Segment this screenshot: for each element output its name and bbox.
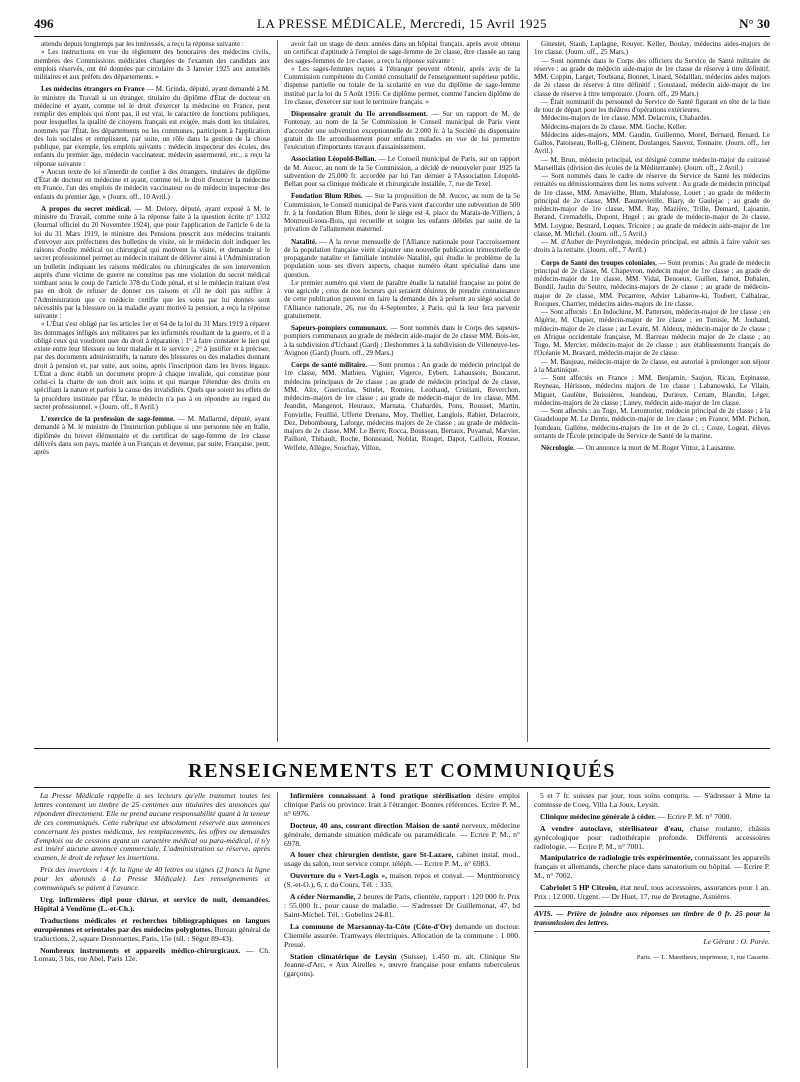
news-heading: Natalité. <box>291 237 317 246</box>
news-columns <box>34 40 770 742</box>
news-paragraph <box>284 65 520 106</box>
ad-text: nerveux, médecine générale, demande situation médicale ou paramédicale. — Ecrire P. M., n° 6978. <box>284 820 520 848</box>
classified-intro: La Presse Médicale rappelle à ses lecteurs qu'elle transmet toutes les lettres contenant un timbre de 25 centimes aux titulaires des annonces qui répondent directement. Elle ne prend aucune responsabilité quant à la teneur de ces communiqués. Cette rubrique est absolument réservée aux annonces concernant les postes médicaux, les remplacements, les offres ou demandes d'emplois ou de cessions ayant un caractère médical ou para-médical, il n'y est inséré aucune annonce commerciale. L'administration se réserve, après examen, le droit de refuser les insertions. <box>34 792 270 863</box>
news-text: — On annonce la mort de M. Roger Vittoz, à Lausanne. <box>574 444 736 452</box>
classified-ad <box>534 825 770 852</box>
news-text: « Aucun texte de loi n'interdit de confier à des étrangers, titulaires de diplôme d'État de docteur en médecine et ayant, comme tel, le droit d'exercer la médecine en France, l'un des emplois de médecin vaccinateur ou de médecin inspecteur des enfants du premier âge. » (Journ. off., 10 Avril.) <box>34 167 270 201</box>
news-text: — M. Baujeau, médecin-major de 2e classe, est autorisé à prolonger son séjour à la Martinique. <box>534 357 770 374</box>
news-heading: L'exercice de la profession de sage-femme. <box>41 415 175 423</box>
news-text: — Sont affectés : En Indochine, M. Patterson, médecin-major de 1re classe ; en Algérie, M. Clapier, médecin-major de 1re classe ; en Tunisie, M. Jouhand, médecin-major de 2e classe ; au Levant, M. Aldeux, médecin-major de 2e classe ; en Afrique occidentale française, M. Barreau médecin major de 2e classe ; au Togo, M. Mercier, médecin-major de 2e classe ; aux établissements français de l'Océanie M. Bravard, médecin-major de 2e classe. <box>534 308 770 358</box>
news-paragraph <box>284 192 520 233</box>
classified-ad <box>534 884 770 902</box>
news-text: Le premier numéro qui vient de paraître étudie la natalité française au point de vue agricole ; ceux de nos lecteurs qui seraient désireux de prendre connaissance de cette publication peuvent en faire la demande dès à présent au siège social de l'Alliance nationale, 26, rue du 4-Septembre, à Paris, qui la leur fera parvenir gratuitement. <box>284 278 520 320</box>
classified-columns <box>34 792 770 1068</box>
news-paragraph <box>534 114 770 122</box>
news-text: — A la revue mensuelle de l'Alliance nationale pour l'accroissement de la population française vient s'ajouter une nouvelle publication trimestrielle de propagande natalite et familiale intitulée Natalité, qui étudie le problème de la population sous ses divers aspects, chaque numéro étant spécialisé dans une question. <box>284 237 520 279</box>
classified-ad <box>284 923 520 950</box>
section-banner: RENSEIGNEMENTS ET COMMUNIQUÉS <box>188 760 616 782</box>
avis-notice: AVIS. — Prière de joindre aux réponses un timbre de 0 fr. 25 pour la transmission des lettres. <box>534 906 770 932</box>
news-text: — Était nominatif du personnel du Service de Santé figurant en tête de la liste de tour de départ pour les théâtres d'opérations extérieures. <box>534 97 770 114</box>
ad-lead: Urg. infirmières dipl pour chirur. et service de nuit, demandées. Hôpital à Vendôme (L.-et-Ch.). <box>34 894 270 913</box>
classified-ad <box>534 792 770 810</box>
ad-lead: Clinique médecine générale à céder. <box>540 811 656 821</box>
news-paragraph <box>284 110 520 151</box>
news-paragraph <box>534 172 770 238</box>
news-text: avoir fait un stage de deux années dans un hôpital français, après avoir obtenu un certificat d'aptitude à l'emploi de sage-femme de 2e classe, être classée au rang des sages-femmes de 1re classe, a reçu la réponse suivante : <box>284 40 520 65</box>
ad-lead: Traductions médicales et recherches bibliographiques en langues européennes et orientales par des médecins polyglottes. <box>34 915 270 934</box>
news-text: — Sont affectés : au Togo, M. Letonturier, médecin principal de 2e classe ; à la Guadeloupe M. Le Dentu, médecin-major de 1re classe ; en France, MM. Pichon, Jeandeau, Gallène, médecins-majors de 1re et de 2e cl. ; Coste, Logeat, élèves sortants de l'École principale du Service de Santé de la marine. <box>534 407 770 440</box>
news-text: Ginestet, Staub, Laplagne, Rouyer, Keller, Boulay, médecins aides-majors de 1re classe. (Journ. off., 25 Mars.) <box>534 40 770 57</box>
news-paragraph <box>284 279 520 320</box>
news-heading: Fondation Blum Ribes. <box>291 192 363 201</box>
news-paragraph <box>534 259 770 309</box>
ad-text: demande un docteur. Clientèle assurée. Tramways électriques. Allocation de la commune : 1 000. Pressé. <box>284 921 520 949</box>
ad-text: chaise roulante, châssis gynécologique pour radiothérapie profonde. Différents accessoires radiologie. — Ecrire P. M., n° 7001. <box>534 823 770 851</box>
classified-ad <box>534 854 770 881</box>
news-paragraph <box>534 57 770 98</box>
column-3 <box>534 40 770 742</box>
news-text: — M. d'Auber de Peyrelongue, médecin principal, est admis à faire valoir ses droits à la retraite. (Journ. off., 7 Avril.) <box>534 238 770 255</box>
section-rule <box>34 787 770 788</box>
news-paragraph <box>534 40 770 57</box>
news-paragraph <box>34 48 270 81</box>
news-text: — Sont promus : Au grade de médecin principal de 2e classe, M. Chapeyron, médecin major de 1re classe ; au grade de médecin-major de 1re classe, MM. Vidal, Denoeux, Guillen, Jamot, Dubalen, Bondil, Jaulin du Seutre, médecins-majors de 2e classe ; au grade de médecin-major de 2e classe, MM. Pecarrere, Advier Labarow-ki, Toubert, Calbairac, Rocques, Charrier, médecins aides-majors de 1re classe. <box>534 258 770 308</box>
column-rule <box>277 792 278 1068</box>
classified-ad <box>34 896 270 914</box>
classified-ad <box>284 953 520 980</box>
news-text: attendu depuis longtemps par les intéressés, a reçu la réponse suivante : <box>41 40 244 48</box>
news-paragraph <box>34 415 270 456</box>
news-paragraph <box>34 40 270 48</box>
news-paragraph <box>534 407 770 440</box>
ad-lead: Docteur, 40 ans, courant direction Maison de santé <box>290 820 460 830</box>
ad-lead: Station climatérique de Leysin <box>290 951 397 961</box>
news-text: — Sont affectés en France : MM. Benjamin, Saujon, Ricau, Espinasse, Reyneau, Hérisson, médecins majors de 1re classe ; Labanowski, Le Vilain, Miguet, Gaulène, Buissières, Jeandeau, Durieux, Certam, Blandin, Léger, médecins-majors de 2e classe ; Laney, médecin aide-major de 1re classe. <box>534 374 770 407</box>
issue-number: N° 30 <box>739 16 770 31</box>
classified-ad <box>284 851 520 869</box>
news-paragraph <box>534 444 770 452</box>
classified-column-3 <box>534 792 770 1068</box>
ad-lead: Cabriolet 5 HP Citroën, <box>540 883 618 893</box>
ad-text: état neuf, tous accessoires, assurances pour 1 an. Prix : 12.000. Urgent. — Dr Huet, 17, rue de Bretagne, Asnières. <box>534 883 770 902</box>
news-text: — Sur un rapport de M. de Fontenay, au nom de la 5e Commission le Conseil municipal de Paris vient d'accorder une subvention exceptionnelle de 2.000 fr. à la Société du dispensaire gratuit du IIe arrondissement pour enfants malades en vue de lui permettre l'exécution d'importants travaux d'assainissement. <box>284 110 520 151</box>
ad-text: — Ch. Loreau, 3 bis, rue Abel, Paris 12e. <box>34 945 270 964</box>
news-paragraph <box>34 320 270 411</box>
page-header <box>34 14 770 37</box>
news-paragraph <box>534 98 770 115</box>
news-text: « L'État s'est obligé par les articles 1er et 64 de la loi du 31 Mars 1919 à réparer les dommages infligés aux militaires par les infirmités résultant de la guerre, et il a obligé ceux qui voudront user du droit à réparation : 1° à faire constater le lien qui existe entre leur blessure ou leur maladie et le service ; 2° à justifier et à préciser, par des documents administratifs, la nature des blessures ou des maladies donnant droit à pension et, par suite, aux soins, après l'inscription dans les livres légaux. L'État a donc établi un document propre à chaque invalide, qui constitue pour celui-ci la charte de son droit aux soins et qui marque l'étendue des droits en spécifiant la nature et parfois la cause des invalidités. Quels que soient les effets de la procédure instituée par l'État, le médecin n'a pas à en répondre au regard du secret professionnel. » (Journ. off., 8 Avril.) <box>34 320 270 411</box>
classified-ad <box>534 813 770 822</box>
news-heading: Corps de Santé des troupes coloniales. <box>541 258 657 267</box>
ad-text: maison repos et conval. — Montmorency (S.-et-O.), 6, r. du Cours, Tél. : 335. <box>284 871 520 890</box>
news-text: — M. Brun, médecin principal, est désigné comme médecin-major du cuirassé Marseillais (division des écoles de la Méditerranée). (Journ. off., 2 Avril.) <box>534 155 770 172</box>
news-paragraph <box>534 358 770 375</box>
news-text: « Les instructions en vue du règlement des honoraires des médecins civils, membres des Commissions médicales chargées de l'examen des candidats aux emplois réservés, ont été données par circulaire du 3 Janvier 1925 aux autorités militaires et aux préfets des départements. » <box>34 48 270 81</box>
ad-lead: A louer chez chirurgien dentiste, gare St-Lazare, <box>290 850 454 860</box>
ad-lead: Nombreux instruments et appareils médico-chirurgicaux. <box>40 945 241 955</box>
news-paragraph <box>534 123 770 131</box>
column-rule <box>277 40 278 742</box>
news-heading: Dispensaire gratuit du IIe arrondissement. <box>291 110 428 118</box>
page-number: 496 <box>34 16 54 31</box>
classified-ad <box>284 872 520 890</box>
ad-lead: Ouverture du « Vert-Logis », <box>290 871 388 881</box>
ad-lead: Infirmière connaissant à fond pratique stérilisation <box>290 792 471 800</box>
section-rule <box>34 748 770 749</box>
news-heading: Sapeurs-pompiers communaux. <box>291 324 388 332</box>
printer-line: Paris. — L. Maretheux, imprimeur, 1, rue Cassette. <box>636 954 770 962</box>
news-text: — Sont nommés dans le Corps des officiers du Service de Santé militaire de réserve : au grade de médecin aide-major de 1re classe de réserve à titre définitif, MM. Coppin, Larget, Toubiana, Bonnet, Linard, Sédaillan, médecins aides majors de 2e classe de réserve à titre définitif ; Goustaud, médecin aide-major de 1re classe de réserve à titre temporaire. (Journ. off., 29 Mars.) <box>534 56 770 98</box>
news-heading: Les médecins étrangers en France <box>41 85 145 94</box>
ad-text: 5 et 7 fr. suisses par jour, tous soins compris. — S'adresser à Mme la comtesse de Coeq, Villa La Joux, Leysin. <box>534 792 770 809</box>
news-heading: A propos du secret médical. <box>41 204 132 213</box>
news-text: — Sont promus : Au grade de médecin principal de 1re classe, MM. Mathieu, Vignier, Vigerce, Eybert, Lahaussois, Boucarut, médecins principaux de 2e classe ; au grade de médecin principal de 2e classe, MM. Alix, Guericolas, Stitelet, Romieu, Leothaud, Cristiani, Reverchon, médecins-majors de 1re classe ; au grade de médecin-major de 1re classe, MM. Jeandin, Mangenot, Heuraux, Marnata, Chabardès, Pons, Roussel, Martin, Fonvielle, Feuillié, Ufferte Drenans, Moy, Thellier, Langlois, Rabier, Delacroix, Dez, Debombourg, Laforge, médecins majors de 2e classe ; au grade de médecin-majors de 2e classe, MM. Le Berre, Rocca, Bousseau, Bertaux, Puyamal, Marvier, Pailloré, Thibault, Roche, Bonneaud, Noblat, Rouget, Dapot, Cailloix, Rousse, Welfele, Allègre, Souchay, Villon, <box>284 361 520 452</box>
classified-column-2 <box>284 792 520 1068</box>
classified-column-1 <box>34 792 270 1068</box>
ad-text: 2 heures de Paris, clientèle, rapport : 120 000 fr. Prix : 55.000 fr., pour cause de maladie. — S'adresser Dr Guillemonat, 47, bd Saint-Michel. Tél. : Gobelins 24-81. <box>284 892 520 919</box>
ad-text: connaissant les appareils français et allemands, cherche place dans sanatorium ou hôpital. — Ecrire P. M., n° 7002. <box>534 853 770 881</box>
news-paragraph <box>284 324 520 357</box>
news-paragraph <box>534 131 770 156</box>
news-text: — Sont nommés dans le cadre de réserve du Service de Santé les médecins retraités ou démissionnaires dont les noms suivent : Au grade de médecin principal de 1re classe, MM. Amavielhe, Blum, Malafosse, Louet ; au grade de médecin principal de 2e classe, MM. Baumevieille, Biary, de Gaulejac ; au grade de médecin-major de 1re classe, MM. Ray, Mazière, Trille, Demard, Lajoanie, Berand, Cremadells, Dupont, Hugel ; au grade de médecin-major de 2e classe, MM. Loygue, Besnard, Leques, Tricoire ; au grade de médecin aide-major de 1re classe, M. Michel. (Journ. off., 5 Avril.) <box>534 172 770 238</box>
news-text: — M. Mallarmé, député, ayant demandé à M. le ministre de l'Instruction publique si une personne née en Italie, diplômée du brevet élémentaire et du certificat de sage-femme de 1re classe délivrés dans son pays, mariée à un Français et devenue, par suite, Française, peut, après <box>34 415 270 456</box>
news-paragraph <box>284 361 520 452</box>
ad-text: cabinet instal. mod., usage du salon, tout service compr. téléph. — Ecrire P. M., n° 6983. <box>284 850 520 869</box>
news-text: Médecins-majors de 1re classe. MM. Delacroix, Chabardes. <box>541 114 712 123</box>
news-heading: Nécrologie. <box>541 444 575 452</box>
classified-ad <box>284 822 520 849</box>
classified-ad <box>34 917 270 944</box>
news-paragraph <box>34 85 270 168</box>
ad-text: désire emploi clinique Paris ou province. Irait à l'étranger. Bonnes références. Ecrire P. M., n° 6976. <box>284 792 520 818</box>
classified-ad <box>284 893 520 920</box>
ad-text: — Ecrire P. M. n° 7000. <box>655 811 732 821</box>
news-paragraph <box>284 155 520 188</box>
ad-lead: A céder Normandie, <box>290 892 356 902</box>
news-paragraph <box>284 40 520 65</box>
news-heading: Association Léopold-Bellan. <box>291 155 377 164</box>
insertion-prices: Prix des insertions : 4 fr. la ligne de 40 lettres ou signes (2 francs la ligne pour les abonnés à La Presse Médicale). Les renseignements et communiqués se paient à l'avance. <box>34 865 270 893</box>
news-paragraph <box>284 238 520 279</box>
column-rule <box>527 792 528 1068</box>
news-text: — M. Grinda, député, ayant demandé à M. le ministre du Travail si un étranger, titulaire du diplôme d'État de docteur en médecine et ayant, comme tel le droit d'exercer la médecine en France, peut remplir des emplois qui n'ont pas, il est vrai, le caractère de fonctions publiques, pour lesquelles la qualité de citoyens français est exigée, mais dont les titulaires, nommés par l'État, les départements ou les communes, participent à l'application des lois sociales et remplissent, par suite, un rôle dans la gestion de la chose publique, par exemple, les emplois suivants : médecin inspecteur des écoles, des enfants du premier âge, médecin vaccinateur, médecin assermenté, etc., a reçu la réponse suivante : <box>34 85 270 168</box>
classified-ad <box>284 792 520 819</box>
news-text: — M. Delory, député, ayant exposé à M. le ministre du Travail, comme suite à la réponse faite à la question écrite n° 1332 (Journal officiel du 20 Novembre 1924), que pour l'application de l'article 6 de la loi du 31 Mars 1919, le ministre des Pensions prescrit aux médecins traitants d'envoyer aux préfectures des bulletins de visite, où le médecin doit indiquer les raisons d'ordre médical ou chirurgical qui motivent la visite, et demande si le secret professionnel permet au médecin traitant de délivrer ainsi à l'Administration un bulletin indiquant les raisons médicales ou chirurgicales de son intervention auprès d'une victime de guerre ne constitue pas une violation du secret médical tombant sous le coup de l'article 378 du Code pénal, et si le médecin traitant n'est pas en droit de refuser de donner ces raisons et s'il ne doit pas suffire à l'Administration que ce médecin certifie que les soins par lui donnés sont nécessités par la blessure ou la maladie ayant motivé la pension, a reçu la réponse suivante : <box>34 204 270 320</box>
news-paragraph <box>34 168 270 201</box>
column-2 <box>284 40 520 742</box>
classified-ad <box>34 947 270 965</box>
news-text: — Sur la proposition de M. Aucoc, au nom de la 5e Commission, le Conseil municipal de Paris vient d'accorder une subvention de 500 fr. à la fondation Blum Ribes, dont le siège est 4, place du Marais-de-Villiers, à Montreuil-sous-Bois, qui recueille et soigne les enfants débiles par suite de la privation de l'allaitement maternel. <box>284 192 520 234</box>
news-text: — Le Conseil municipal de Paris, sur un rapport de M. Aucoc, au nom de la 5e Commission, a décidé de renouveler pour 1925 la subvention de 25.000 fr. accordée par lui l'an dernier à l'Association Léopold-Bellan pour sa clinique médicale et chirurgicale installée, 7, rue de Texel. <box>284 155 520 188</box>
news-paragraph <box>34 205 270 321</box>
news-text: Médecins-majors de 2e classe. MM. Goche, Keller. <box>541 122 687 131</box>
news-text: « Les sages-femmes reçues à l'étranger peuvent obtenir, après avis de la Commission compétente du Comité consultatif de l'enseignement supérieur public, dispense partielle ou totale de la scolarité en vue du diplôme de sage-femme institué par la loi du 5 Août 1916. Ce diplôme permet, comme l'ancien diplôme de 1re classe, d'exercer sur tout le territoire français. » <box>284 64 520 106</box>
column-1 <box>34 40 270 742</box>
ad-lead: La commune de Marsannay-la-Côte (Côte-d'Or) <box>290 921 452 931</box>
ad-text: Bureau général de traductions, 2, square Desnouettes, Paris, 15e (tél. : Ségur 89-43). <box>34 924 270 943</box>
news-paragraph <box>534 238 770 255</box>
news-text: — Sont nommés dans le Corps des sapeurs-pompiers communaux au grade de médecin aide-major de 2e classe MM. Bois-ier, à la subdivision d'Uchaud (Gard) ; Deshommes à la subdivision de Villeneuve-les-Avignon (Gard) (Journ. off., 29 Mars.) <box>284 324 520 357</box>
news-paragraph <box>534 374 770 407</box>
news-heading: Corps de santé militaire. <box>291 361 367 369</box>
news-text: Médecins aides-majors, MM. Gaudin, Guillermo, Morel, Bernard, Renard, Le Gallos, Patoiseau, Rolli-g, Clément, Doulanges, Sauvez, Tonnaire. (Journ. off., 1er Avril.) <box>534 130 770 156</box>
news-paragraph <box>534 156 770 173</box>
news-paragraph <box>534 308 770 358</box>
ad-lead: Manipulatrice de radiologie très expérimentée, <box>540 853 693 863</box>
ad-text: (Suisse), 1.450 m. alt. Clinique Ste Jeanne-d'Arc, « Aux Airelles », œuvre française pour enfants tuberculeux (garçons). <box>284 951 520 979</box>
gerant-line: Le Gérant : O. Porée. <box>703 936 770 946</box>
ad-lead: A vendre autoclave, stérilisateur d'eau, <box>540 823 684 833</box>
column-rule <box>527 40 528 742</box>
journal-title: LA PRESSE MÉDICALE, Mercredi, 15 Avril 1925 <box>257 16 547 31</box>
